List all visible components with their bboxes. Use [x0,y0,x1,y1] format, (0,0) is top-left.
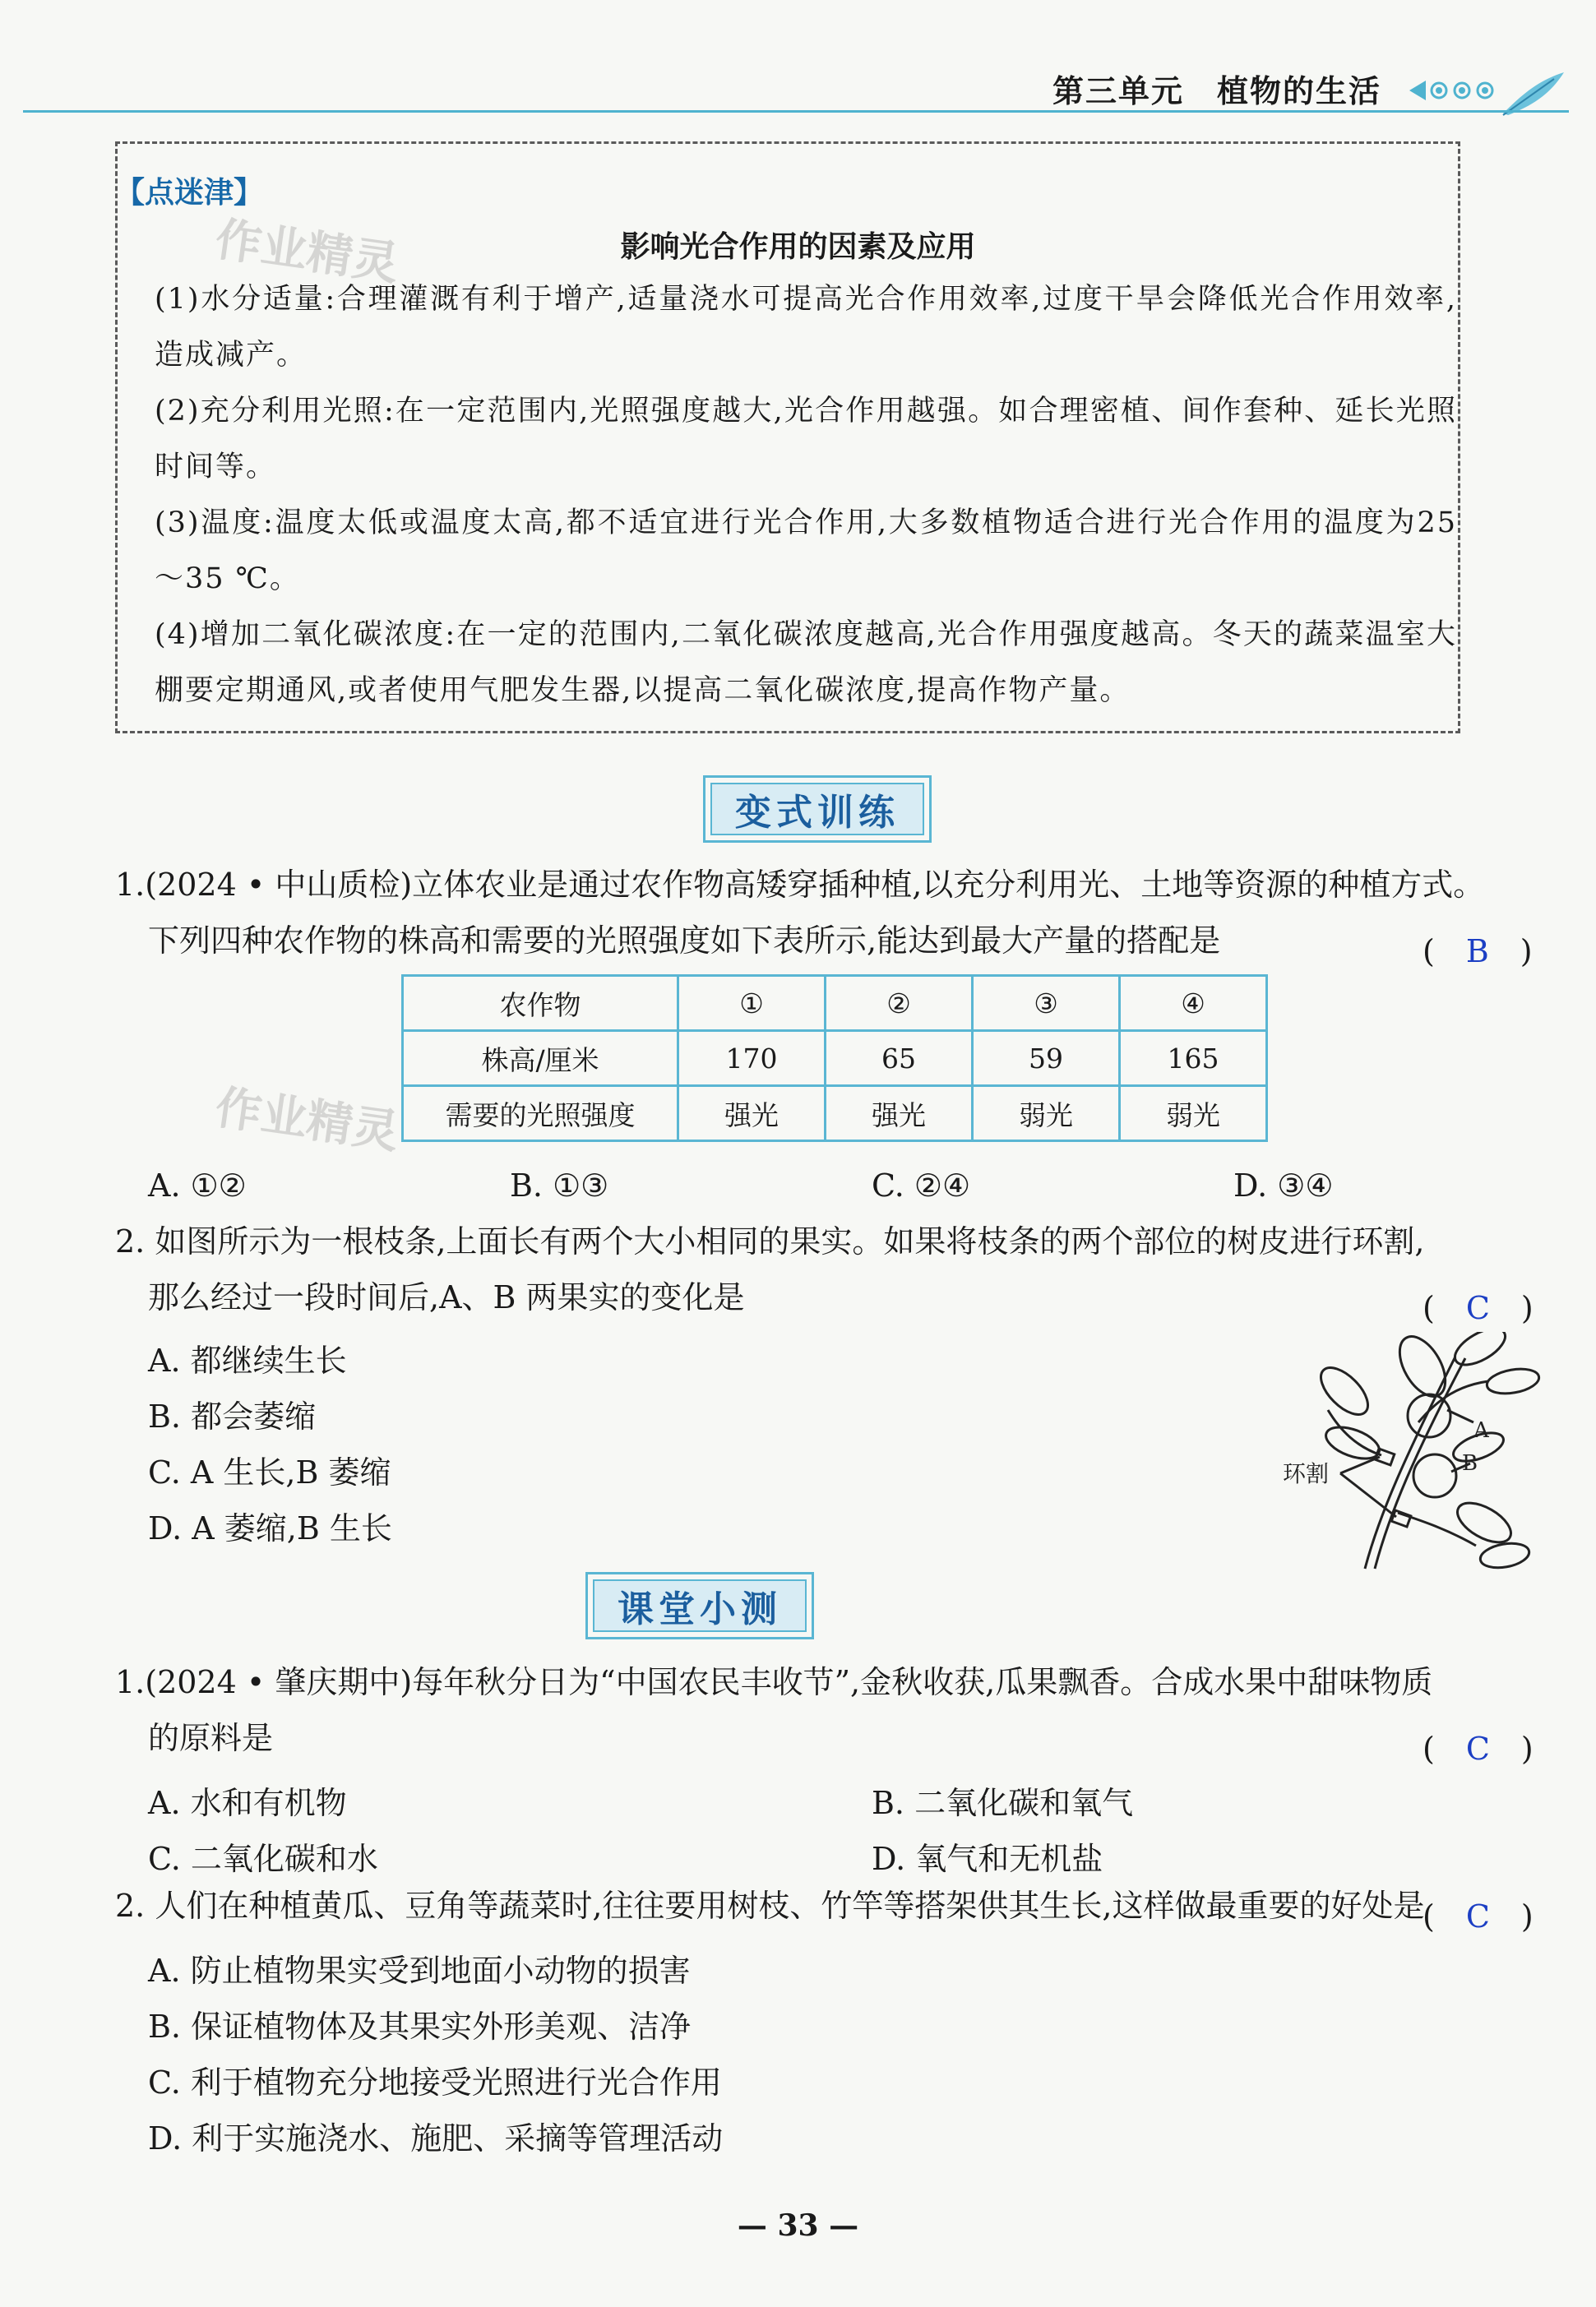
section-banner-quiz [585,1572,814,1639]
table-header-cell: ④ [1120,976,1267,1031]
unit-title: 第三单元 植物的生活 [1052,73,1382,109]
option-b: B. 二氧化碳和氧气 [872,1785,1134,1821]
table-row [403,1086,1267,1141]
answer-letter: B [1465,933,1489,969]
page-number: — 33 — [737,2208,859,2243]
table-cell: 165 [1120,1031,1267,1086]
table-cell: 65 [826,1031,973,1086]
tip-paragraph: (4)增加二氧化碳浓度:在一定的范围内,二氧化碳浓度越高,光合作用强度越高。冬天的蔬菜温室大棚要定期通风,或者使用气肥发生器,以提高二氧化碳浓度,提高作物产量。 [155,618,1457,707]
option-b: B. 保证植物体及其果实外形美观、洁净 [148,2009,692,2045]
option-a: A. 水和有机物 [148,1785,347,1821]
crop-table [401,974,1268,1142]
tip-label: 【点迷津】 [115,176,264,210]
option-a: A. ①② [148,1167,247,1204]
table-row [403,1031,1267,1086]
section-banner-practice [703,775,932,843]
answer-bracket: ( C ) [1423,1290,1534,1326]
table-cell: 强光 [826,1086,973,1141]
table-cell: 弱光 [1120,1086,1267,1141]
tip-paragraph: (1)水分适量:合理灌溉有利于增产,适量浇水可提高光合作用效率,过度干旱会降低光合作用效率,造成减产。 [155,283,1457,372]
header-divider [23,110,1569,113]
option-c: C. 二氧化碳和水 [148,1841,378,1877]
quiz-question-1-line-2: 的原料是 [148,1720,274,1756]
question-1-line-2: 下列四种农作物的株高和需要的光照强度如下表所示,能达到最大产量的搭配是 [148,922,1221,959]
answer-letter: C [1465,1290,1490,1326]
option-d: D. 利于实施浇水、施肥、采摘等管理活动 [148,2120,724,2157]
figure-label-b: B [1462,1451,1478,1476]
table-cell: 59 [973,1031,1120,1086]
watermark: 作业精灵 [211,212,402,292]
quiz-question-2-line-1: 2. 人们在种植黄瓜、豆角等蔬菜时,往往要用树枝、竹竿等搭架供其生长,这样做最重要的好处是 [115,1888,1425,1924]
table-cell: 强光 [678,1086,826,1141]
table-cell: 株高/厘米 [403,1031,678,1086]
header-decoration-icon [1406,71,1571,120]
option-d: D. A 萎缩,B 生长 [148,1510,392,1546]
answer-bracket: ( C ) [1423,1731,1534,1767]
section-title: 课堂小测 [593,1579,807,1632]
option-b: B. 都会萎缩 [148,1399,317,1435]
figure-label-a: A [1473,1418,1489,1443]
table-header-cell: ① [678,976,826,1031]
option-b: B. ①③ [510,1167,609,1204]
table-cell: 需要的光照强度 [403,1086,678,1141]
answer-letter: C [1465,1731,1490,1767]
table-header-cell: 农作物 [403,976,678,1031]
table-cell: 170 [678,1031,826,1086]
branch-figure [1283,1332,1562,1570]
question-2-line-1: 2. 如图所示为一根枝条,上面长有两个大小相同的果实。如果将枝条的两个部位的树皮进行环割, [115,1223,1425,1260]
option-a: A. 防止植物果实受到地面小动物的损害 [148,1953,691,1989]
quiz-question-1-line-1: 1.(2024 • 肇庆期中)每年秋分日为“中国农民丰收节”,金秋收获,瓜果飘香。合成水果中甜味物质 [115,1664,1433,1700]
section-title: 变式训练 [710,783,924,835]
watermark: 作业精灵 [211,1080,402,1160]
option-a: A. 都继续生长 [148,1343,347,1379]
table-header-cell: ③ [973,976,1120,1031]
answer-bracket: ( C ) [1423,1898,1534,1935]
option-d: D. ③④ [1233,1167,1334,1204]
table-cell: 弱光 [973,1086,1120,1141]
tip-paragraph: (2)充分利用光照:在一定范围内,光照强度越大,光合作用越强。如合理密植、间作套种、延长光照时间等。 [155,395,1457,483]
tip-heading: 影响光合作用的因素及应用 [620,230,976,264]
table-header-cell: ② [826,976,973,1031]
option-c: C. A 生长,B 萎缩 [148,1454,391,1491]
table-row [403,976,1267,1031]
question-1-line-1: 1.(2024 • 中山质检)立体农业是通过农作物高矮穿插种植,以充分利用光、土地等资源的种植方式。 [115,867,1485,903]
option-c: C. ②④ [872,1167,971,1204]
answer-bracket: ( B ) [1423,933,1533,969]
figure-label-cut: 环割 [1283,1460,1330,1487]
option-d: D. 氧气和无机盐 [872,1841,1103,1877]
tip-paragraph: (3)温度:温度太低或温度太高,都不适宜进行光合作用,大多数植物适合进行光合作用的温度为25～35 ℃。 [155,506,1457,595]
question-2-line-2: 那么经过一段时间后,A、B 两果实的变化是 [148,1279,745,1315]
option-c: C. 利于植物充分地接受光照进行光合作用 [148,2064,722,2101]
answer-letter: C [1465,1898,1490,1935]
